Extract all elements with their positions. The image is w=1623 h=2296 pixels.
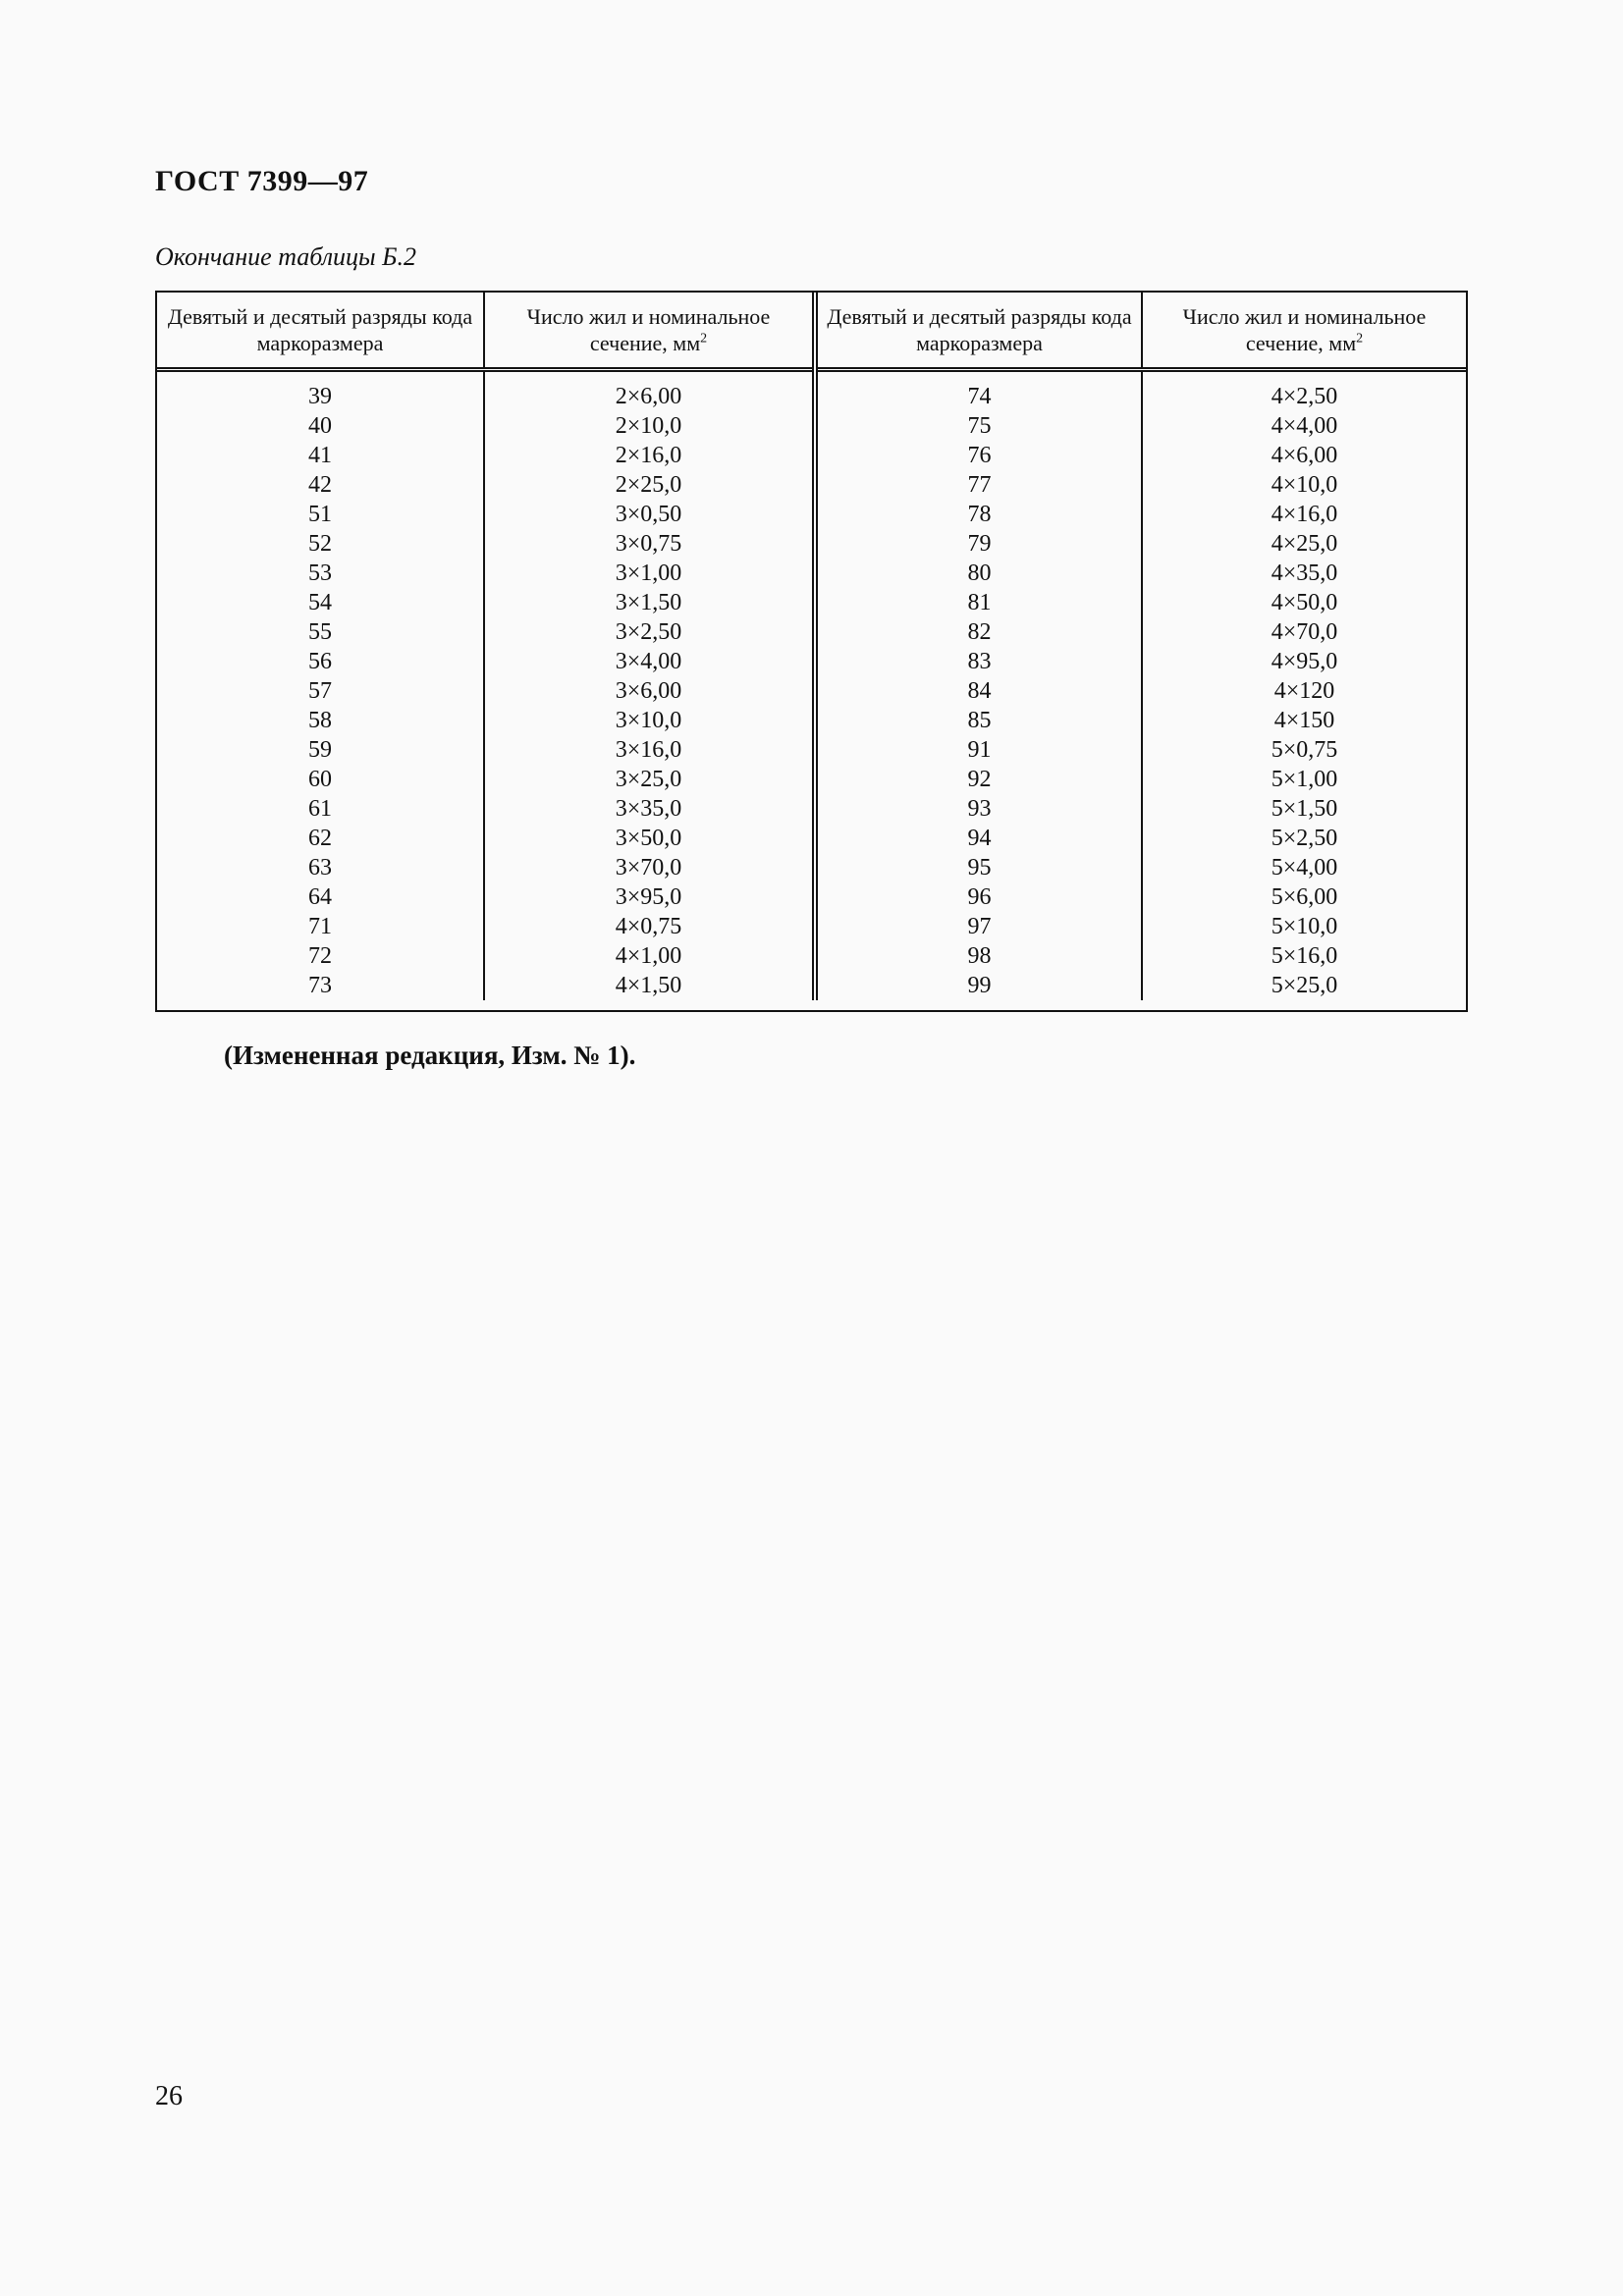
cell-cores-section-1: 3×1,50: [484, 588, 815, 617]
table-header-row: [157, 293, 1466, 370]
table-row: [157, 470, 1466, 500]
cell-cores-section-2: 5×0,75: [1271, 737, 1338, 763]
cell-code-2: 79: [815, 529, 1142, 559]
header-code-digits-1: [157, 293, 484, 370]
table-row: [157, 559, 1466, 588]
cell-code-2: 82: [815, 617, 1142, 647]
cell-code-1: 52: [157, 529, 484, 559]
cell-code-2: 98: [815, 941, 1142, 971]
cell-cores-section-1: 3×0,50: [484, 500, 815, 529]
cell-cores-section-2: 4×2,50: [1271, 384, 1338, 409]
table-row: [157, 912, 1466, 941]
cell-cores-section-2: 4×150: [1273, 708, 1335, 733]
table-row: [157, 441, 1466, 470]
header-cores-section-2-unit-exponent: 2: [1356, 331, 1364, 347]
table-row: [157, 529, 1466, 559]
table-row: [157, 676, 1466, 706]
cell-cores-section-2: 4×70,0: [1271, 619, 1338, 645]
cell-cores-section-1: 4×1,50: [484, 971, 815, 1000]
cell-cores-section-1: 3×95,0: [484, 882, 815, 912]
cell-cores-section-1: 3×16,0: [484, 735, 815, 765]
cell-code-2: 85: [815, 706, 1142, 735]
cell-code-2: 83: [815, 647, 1142, 676]
cell-code-1: 54: [157, 588, 484, 617]
cell-code-1: 59: [157, 735, 484, 765]
data-table-frame: [155, 291, 1468, 1012]
cell-code-1: 41: [157, 441, 484, 470]
cell-cores-section-2: 4×6,00: [1271, 443, 1338, 468]
cell-cores-section-1: 3×0,75: [484, 529, 815, 559]
cell-code-1: 53: [157, 559, 484, 588]
cell-cores-section-1: 3×2,50: [484, 617, 815, 647]
cell-code-1: 42: [157, 470, 484, 500]
cell-code-2: 75: [815, 411, 1142, 441]
table-row: [157, 706, 1466, 735]
table-row: [157, 370, 1466, 412]
cell-cores-section-2: 4×25,0: [1271, 531, 1338, 557]
cell-code-1: 40: [157, 411, 484, 441]
cell-code-2: 76: [815, 441, 1142, 470]
cell-code-1: 39: [157, 370, 484, 412]
cell-code-1: 62: [157, 824, 484, 853]
amendment-note: (Измененная редакция, Изм. № 1).: [224, 1041, 636, 1070]
table-caption: Окончание таблицы Б.2: [155, 242, 416, 271]
header-cores-section-1-unit-exponent: 2: [700, 331, 708, 347]
cell-code-2: 80: [815, 559, 1142, 588]
cell-code-2: 93: [815, 794, 1142, 824]
cell-cores-section-1: 3×50,0: [484, 824, 815, 853]
cell-code-1: 51: [157, 500, 484, 529]
cell-cores-section-2: 5×10,0: [1271, 914, 1338, 939]
cell-code-1: 61: [157, 794, 484, 824]
cell-code-1: 58: [157, 706, 484, 735]
cell-cores-section-1: 3×10,0: [484, 706, 815, 735]
table-row: [157, 617, 1466, 647]
cell-cores-section-1: 3×70,0: [484, 853, 815, 882]
header-code-digits-2: [815, 293, 1142, 370]
cell-cores-section-2: 5×6,00: [1271, 884, 1338, 910]
cell-code-2: 74: [815, 370, 1142, 412]
cell-code-1: 71: [157, 912, 484, 941]
table-row: [157, 735, 1466, 765]
table-row: [157, 824, 1466, 853]
cell-cores-section-1: 2×6,00: [484, 370, 815, 412]
table-row: [157, 853, 1466, 882]
cell-cores-section-2: 4×16,0: [1271, 502, 1338, 527]
cell-code-2: 91: [815, 735, 1142, 765]
cell-code-2: 94: [815, 824, 1142, 853]
cell-cores-section-1: 4×1,00: [484, 941, 815, 971]
table-body: [157, 370, 1466, 1001]
cell-code-2: 99: [815, 971, 1142, 1000]
header-cores-section-1: [484, 293, 815, 370]
cell-code-1: 57: [157, 676, 484, 706]
cell-code-1: 55: [157, 617, 484, 647]
table-row: [157, 588, 1466, 617]
cell-cores-section-1: 3×1,00: [484, 559, 815, 588]
cell-cores-section-2: 4×120: [1273, 678, 1335, 704]
cell-cores-section-2: 5×4,00: [1271, 855, 1338, 881]
header-cores-section-2: [1142, 293, 1466, 370]
table-row: [157, 411, 1466, 441]
cell-cores-section-2: 4×95,0: [1271, 649, 1338, 674]
cell-code-2: 84: [815, 676, 1142, 706]
cell-cores-section-1: 3×35,0: [484, 794, 815, 824]
cell-code-2: 77: [815, 470, 1142, 500]
cell-code-1: 63: [157, 853, 484, 882]
page-number: 26: [155, 2081, 183, 2111]
cell-code-2: 78: [815, 500, 1142, 529]
table-row: [157, 794, 1466, 824]
cell-cores-section-2: 4×50,0: [1271, 590, 1338, 615]
document-title: ГОСТ 7399—97: [155, 165, 369, 197]
cell-cores-section-2: 4×35,0: [1271, 561, 1338, 586]
header-cores-section-1-label: Число жил и номинальное сечение, мм: [526, 304, 771, 355]
table-row: [157, 500, 1466, 529]
cell-code-1: 64: [157, 882, 484, 912]
data-table: [157, 293, 1466, 1000]
cell-cores-section-2: 5×1,00: [1271, 767, 1338, 792]
table-row: [157, 765, 1466, 794]
cell-cores-section-2: 4×10,0: [1271, 472, 1338, 498]
table-row: [157, 971, 1466, 1000]
header-cores-section-2-label: Число жил и номинальное сечение, мм: [1182, 304, 1427, 355]
cell-code-1: 73: [157, 971, 484, 1000]
cell-cores-section-1: 2×10,0: [484, 411, 815, 441]
cell-cores-section-1: 4×0,75: [484, 912, 815, 941]
table-row: [157, 941, 1466, 971]
header-code-digits-1-label: Девятый и десятый разряды кода маркоразмера: [167, 304, 473, 355]
cell-cores-section-2: 5×25,0: [1271, 973, 1338, 998]
cell-code-2: 92: [815, 765, 1142, 794]
cell-cores-section-1: 3×6,00: [484, 676, 815, 706]
cell-cores-section-1: 2×25,0: [484, 470, 815, 500]
cell-cores-section-1: 3×4,00: [484, 647, 815, 676]
cell-cores-section-1: 2×16,0: [484, 441, 815, 470]
cell-cores-section-2: 5×2,50: [1271, 826, 1338, 851]
cell-cores-section-2: 4×4,00: [1271, 413, 1338, 439]
cell-code-2: 97: [815, 912, 1142, 941]
header-code-digits-2-label: Девятый и десятый разряды кода маркоразмера: [827, 304, 1132, 355]
cell-code-2: 95: [815, 853, 1142, 882]
cell-cores-section-1: 3×25,0: [484, 765, 815, 794]
cell-cores-section-2: 5×16,0: [1271, 943, 1338, 969]
cell-code-2: 96: [815, 882, 1142, 912]
cell-code-1: 60: [157, 765, 484, 794]
cell-code-1: 72: [157, 941, 484, 971]
cell-code-2: 81: [815, 588, 1142, 617]
cell-cores-section-2: 5×1,50: [1271, 796, 1338, 822]
cell-code-1: 56: [157, 647, 484, 676]
table-row: [157, 882, 1466, 912]
table-row: [157, 647, 1466, 676]
